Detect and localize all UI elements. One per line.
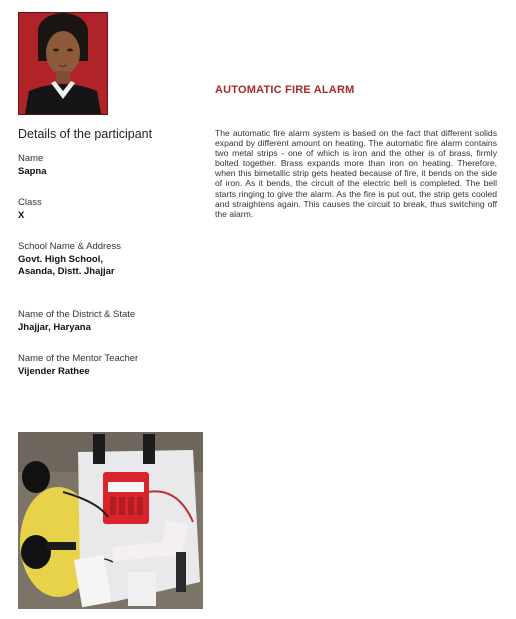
project-description: The automatic fire alarm system is based on the fact that different solids expand by different amount on heating. The automatic fire alarm contains two metal strips - one of which is iron and the other is of brass, firmly bolted together. Brass expands more than iron on heating. Therefore, when this bimetallic strip gets heated because of fire, it bends on the side of iron. As it bends, the circuit of the electric bell is completed. The bell starts ringing to give the alarm. As the fire is put out, the strip gets cooled and straightens again. This causes the circuit to break, thus switching off the alarm. (215, 128, 497, 219)
school-field (18, 241, 121, 278)
district-field (18, 309, 135, 334)
school-label: School Name & Address (18, 241, 121, 252)
district-label: Name of the District & State (18, 309, 136, 320)
name-label: Name (18, 153, 44, 164)
project-title: AUTOMATIC FIRE ALARM (215, 84, 355, 96)
participant-details-heading: Details of the participant (18, 127, 153, 141)
school-value: Govt. High School, Asanda, Distt. Jhajjar (18, 254, 115, 277)
mentor-value: Vijender Rathee (18, 366, 90, 377)
name-value: Sapna (18, 166, 47, 177)
mentor-label: Name of the Mentor Teacher (18, 353, 139, 364)
district-value: Jhajjar, Haryana (18, 322, 91, 333)
name-field (18, 153, 47, 178)
class-field (18, 197, 42, 222)
mentor-field (18, 353, 138, 378)
class-label: Class (18, 197, 42, 208)
project-model-photo (18, 432, 203, 609)
participant-photo (18, 12, 108, 115)
class-value: X (18, 210, 25, 221)
